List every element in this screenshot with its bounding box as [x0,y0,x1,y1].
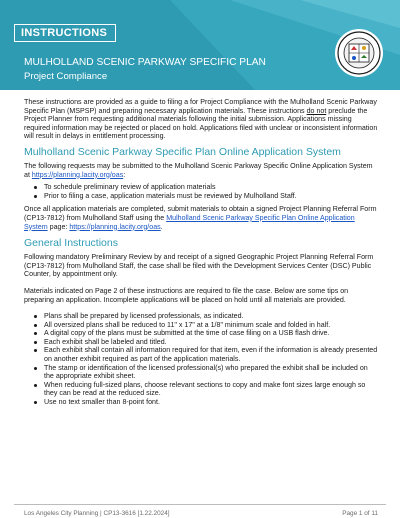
list-item: Each exhibit shall contain all information required for that item, even if the information is already presented on another exhibit required as part of the application materials. [36,346,378,363]
list-item: Use no text smaller than 8-point font. [36,398,378,407]
online-system-list [24,183,378,200]
list-item: Each exhibit shall be labeled and titled. [36,338,378,347]
oas-page-link[interactable]: Mulholland Scenic Parkway Specific Plan Online Application System [24,213,355,231]
page-content [24,98,378,407]
list-item: Prior to filing a case, application materials must be reviewed by Mulholland Staff. [36,192,378,201]
list-item: To schedule preliminary review of application materials [36,183,378,192]
section-heading-online-system: Mulholland Scenic Parkway Specific Plan Online Application System [24,145,341,158]
general-paragraph-1: Following mandatory Preliminary Review by and receipt of a signed Geographic Project Planning Referral Form (CP13-7812) from Mulholland Staff, the case shall be filed with the Development Services Center (DSC) Public Counter, by appointment only. [24,253,374,279]
list-item: A digital copy of the plans must be submitted at the time of case filing on a USB flash drive. [36,329,378,338]
footer-divider [14,504,386,505]
instructions-tag: INSTRUCTIONS [14,24,116,42]
list-item: The stamp or identification of the licensed professional(s) who prepared the exhibit shall be included on the appropriate exhibit sheet. [36,364,378,381]
intro-paragraph: These instructions are provided as a guide to filing a for Project Compliance with the Mulholland Scenic Parkway Specific Plan (MSPSP) and preparing necessary application materials. These instructions do not preclude the Project Planner from requesting additional materials following the initial submission. Applications missing required information may be rejected or placed on hold. Applications filed with unclear or inconsistent information will result in delays in entitlement processing. [24,98,378,141]
general-tips-list [24,312,378,407]
general-paragraph-2: Materials indicated on Page 2 of these instructions are required to file the case. Below are some tips on preparing an application. Incomplete applications will be placed on hold until all materials are provided. [24,286,349,304]
oas-link[interactable]: https://planning.lacity.org/oas [31,170,124,179]
submission-paragraph: Once all application materials are completed, submit materials to obtain a signed Project Planning Referral Form (CP13-7812) from Mulholland Staff using the Mulholland Scenic Parkway Specific Plan Online Application System page: https://planning.lacity.org/oas. [24,205,377,231]
list-item: Plans shall be prepared by licensed professionals, as indicated. [36,312,378,321]
section-heading-general: General Instructions [24,237,118,250]
header-banner [0,0,400,90]
page-footer [0,510,400,518]
page-number: Page 1 of 11 [342,510,378,517]
online-system-paragraph: The following requests may be submitted to the Mulholland Scenic Parkway Specific Online Application System at https://planning.lacity.org/oas: [24,161,373,179]
document-subtitle: Project Compliance [24,71,108,82]
city-seal-icon [334,28,384,78]
oas-url-link[interactable]: https://planning.lacity.org/oas [69,222,161,231]
document-title: MULHOLLAND SCENIC PARKWAY SPECIFIC PLAN [24,57,266,68]
footer-document-id: Los Angeles City Planning | CP13-3616 [1.22.2024] [24,510,170,517]
list-item: All oversized plans shall be reduced to 11" x 17" at a 1/8" minimum scale and folded in half. [36,321,378,330]
list-item: When reducing full-sized plans, choose relevant sections to copy and make font sizes large enough so they can be read at the reduced size. [36,381,378,398]
